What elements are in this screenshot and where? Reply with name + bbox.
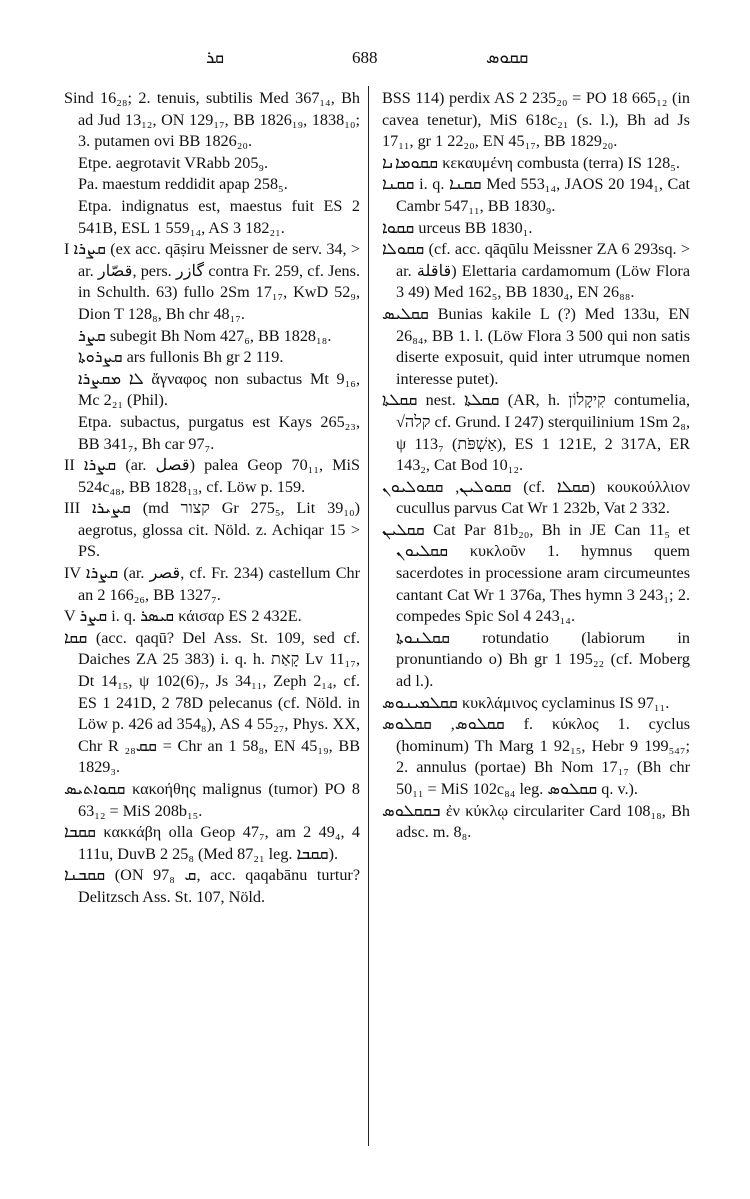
- dictionary-entry: ܩܩܠܬܐ nest. ܩܩܠܬܐ (AR, h. קִיקָלוֹן contumelia, √קלה cf. Grund. I 247) sterquilinium 1Sm 2₈, ψ 113₇ (אַשְׁפֹּת), ES 1 121E, 2 317A, ER 143₂, Cat Bod 10₁₂.: [382, 391, 691, 475]
- page-header: [0, 48, 750, 72]
- right-column: [382, 88, 690, 844]
- page-number: 688: [352, 48, 378, 67]
- dictionary-entry: I ܩܨܪܐ (ex acc. qāṣiru Meissner de serv. 34, > ar. قصّار, pers. گازر contra Fr. 259, cf. Jens. in Schulth. 63) fullo 2Sm 17₁₇, KwD 52₉, Dion T 128₈, Bh chr 48₁₇.: [64, 240, 361, 323]
- dictionary-entry: III ܩܨܝܪܐ (md קצור Gr 275₅, Lit 39₁₀) aegrotus, glossa cit. Nöld. z. Achiqar 15 > PS.: [64, 499, 360, 561]
- dictionary-entry: ܩܩܘܠܝܢ, ܩܩܘܠܝܘܢ (cf. ܩܩܠܐ) κουκούλλιον cucullus parvus Cat Wr 1 232b, Vat 2 332.: [382, 477, 691, 518]
- dictionary-entry: ܩܨܪ subegit Bh Nom 427₆, BB 1828₁₈.: [78, 326, 332, 345]
- dictionary-entry: ܩܩܐ (acc. qaqū? Del Ass. St. 109, sed cf. Daiches ZA 25 383) i. q. h. קָאַת Lv 11₁₇, Dt 14₁₅, ψ 102(6)₇, Js 34₁₁, Zeph 2₁₄, cf. ES 1 241D, 2 78D pelecanus (cf. Nöld. in Löw p. 426 ad 354₈), AS 4 55₂₇, Phys. XX, Chr R ܩܩ₂₈ = Chr an 1 58₈, EN 45₁₉, BB 1829₃.: [64, 628, 360, 777]
- dictionary-entry: ܩܩܒܢܐ (ON 97₈ ܩ, acc. qaqabānu turtur? Delitzsch Ass. St. 107, Nöld.: [64, 866, 360, 906]
- dictionary-entry: V ܩܨܪ i. q. ܩܝܣܪ κάισαρ ES 2 432E.: [64, 607, 302, 626]
- header-right-syriac: ܩܩܘܣ: [486, 48, 529, 68]
- dictionary-entry: ܩܩܠܝܣ Bunias kakile L (?) Med 133u, EN 26₈₄, BB 1. l. (Löw Flora 3 500 qui non satis diserte exposuit, quid inter utrumque nomen interesse putet).: [382, 304, 690, 388]
- dictionary-entry: Etpe. aegrotavit VRabb 205₉.: [78, 153, 269, 172]
- dictionary-entry: ܩܩܠܡܝܢܘܣ κυκλάμινος cyclaminus IS 97₁₁.: [382, 693, 670, 712]
- column-divider: [368, 86, 369, 1146]
- dictionary-entry: Sind 16₂₈; 2. tenuis, subtilis Med 367₁₄, Bh ad Jud 13₁₂, ON 129₁₇, BB 1826₁₉, 1838₁₀; 3. putamen ovi BB 1826₂₀.: [64, 89, 360, 151]
- dictionary-entry: ܩܩܠܝܢ Cat Par 81b₂₀, Bh in JE Can 11₅ et ܩܩܠܝܘܢ κυκλοῦν 1. hymnus quem sacerdotes in processione aram circumeuntes cantant Cat Wr 1 376a, Thes hymn 3 243₁; 2. compedes Spic Sol 4 243₁₄.: [382, 520, 690, 626]
- header-left-syriac: ܩܪ: [206, 48, 225, 68]
- dictionary-entry: ܩܩܠܘܣ, ܩܩܠܘܣ f. κύκλος 1. cyclus (hominum) Th Marg 1 92₁₅, Hebr 9 199₅₄₇; 2. annulus (portae) Bh Nom 17₁₇ (Bh chr 50₁₁ = MiS 102c₈₄ leg. ܩܩܠܘܣ q. v.).: [382, 715, 691, 798]
- dictionary-entry: Etpa. subactus, purgatus est Kays 265₂₃, BB 341₇, Bh car 97₇.: [78, 412, 360, 453]
- dictionary-entry: ܩܩܘܠܐ (cf. acc. qāqūlu Meissner ZA 6 293sq. > ar. قاقلة) Elettaria cardamomum (Löw Flora 3 49) Med 162₅, BB 1830₄, EN 26₈₈.: [382, 240, 690, 302]
- dictionary-entry: BSS 114) perdix AS 2 235₂₀ = PO 18 665₁₂ (in cavea tenetur), MiS 618c₂₁ (s. l.), Bh ad Js 17₁₁, gr 1 22₂₀, EN 45₁₇, BB 1829₂₀.: [382, 89, 690, 151]
- dictionary-entry: IV ܩܨܪܐ (ar. قصر, cf. Fr. 234) castellum Chr an 2 166₂₆, BB 1327₇.: [64, 564, 360, 604]
- dictionary-entry: ܩܩܘܐܬܝܣ κακοήθης malignus (tumor) PO 8 63₁₂ = MiS 208b₁₅.: [64, 780, 360, 820]
- dictionary-entry: ܩܨܪܘܬܐ ars fullonis Bh gr 2 119.: [78, 348, 284, 367]
- dictionary-entry: ܩܩܘܡܐܢܐ κεκαυμένη combusta (terra) IS 128₅.: [382, 153, 680, 172]
- dictionary-entry: ܩܩܘܐ urceus BB 1830₁.: [382, 218, 533, 237]
- dictionary-entry: II ܩܨܪܐ (ar. قصل) palea Geop 70₁₁, MiS 524c₄₈, BB 1828₁₃, cf. Löw p. 159.: [64, 456, 361, 496]
- dictionary-entry: Pa. maestum reddidit apap 258₅.: [78, 175, 288, 194]
- dictionary-entry: ܩܩܢܐ i. q. ܩܩܢܐ Med 553₁₄, JAOS 20 194₁, Cat Cambr 547₁₁, BB 1830₉.: [382, 175, 691, 215]
- dictionary-entry: ܒܩܩܠܘܣ ἐν κύκλῳ circulariter Card 108₁₈, Bh adsc. m. 8₈.: [382, 801, 690, 842]
- left-column: [64, 88, 360, 909]
- dictionary-entry: ܩܩܒܐ κακκάβη olla Geop 47₇, am 2 49₄, 4 111u, DuvB 2 25₈ (Med 87₂₁ leg. ܩܩܒܐ).: [64, 823, 360, 863]
- dictionary-entry: ܠܐ ܡܩܨܪܐ ἄγναφος non subactus Mt 9₁₆, Mc 2₂₁ (Phil).: [78, 369, 360, 410]
- dictionary-entry: ܩܩܠܢܘܬܐ rotundatio (labiorum in pronuntiando o) Bh gr 1 195₂₂ (cf. Moberg ad l.).: [396, 628, 690, 691]
- dictionary-entry: Etpa. indignatus est, maestus fuit ES 2 541B, ESL 1 559₁₄, AS 3 182₂₁.: [78, 196, 360, 237]
